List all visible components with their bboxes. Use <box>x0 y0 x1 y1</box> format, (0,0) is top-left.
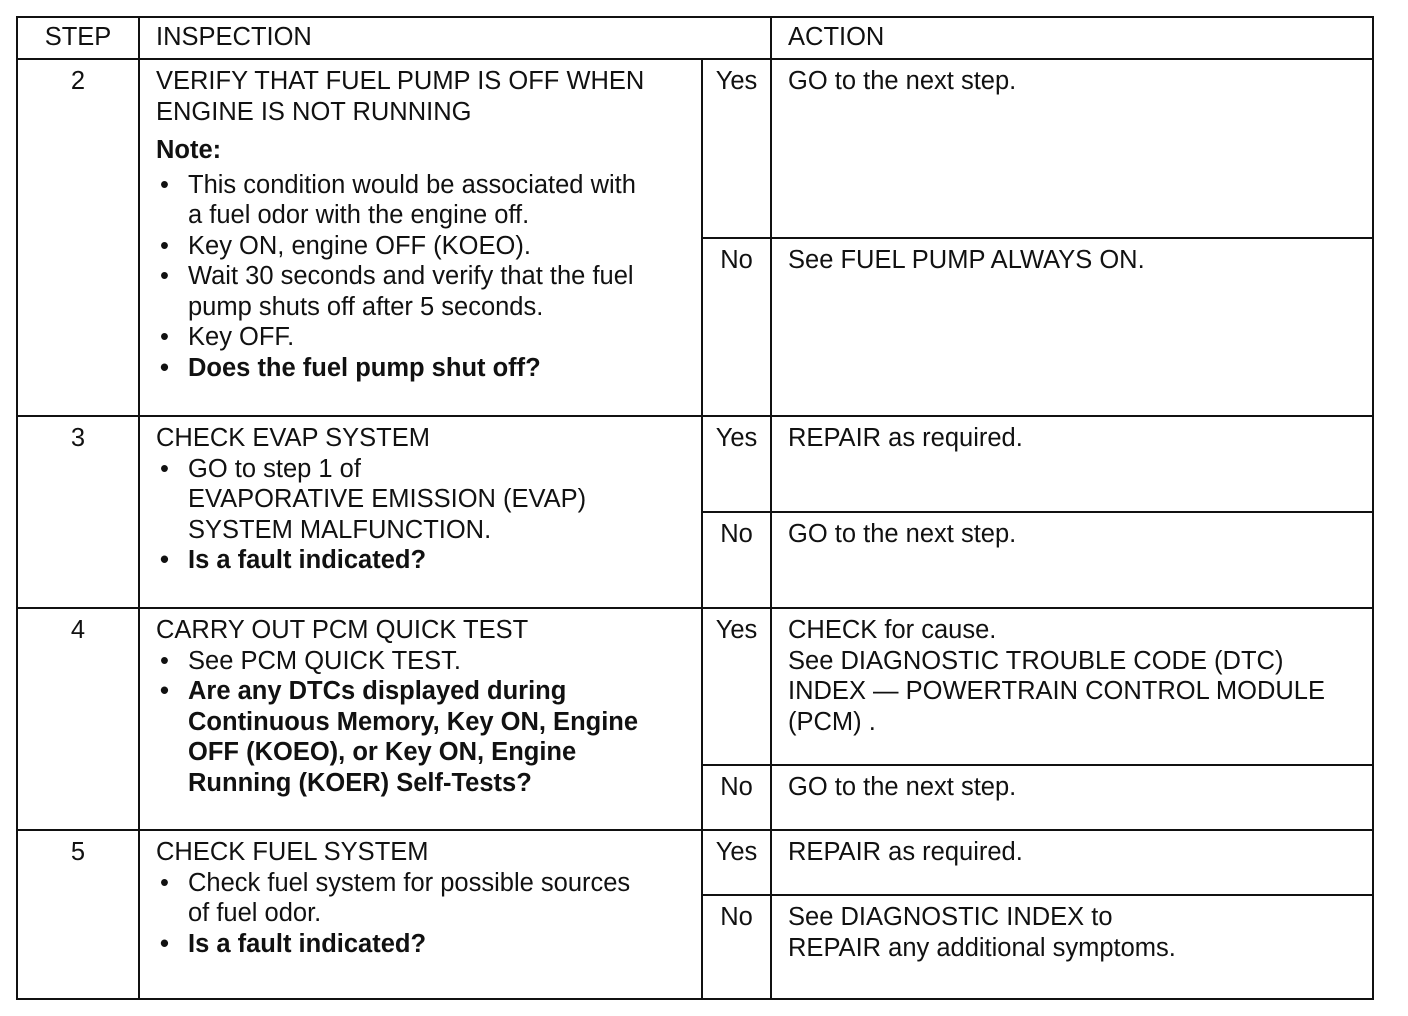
question-item <box>156 929 687 960</box>
list-item <box>156 322 687 353</box>
action-line: See FUEL PUMP ALWAYS ON. <box>788 246 1145 274</box>
list-item-line: • Key OFF. <box>188 323 295 351</box>
no-label: No <box>702 765 771 830</box>
list-item-line: • See PCM QUICK TEST. <box>188 646 462 675</box>
inspection-title-line: CHECK EVAP SYSTEM <box>156 424 430 452</box>
inspection-title-line: CARRY OUT PCM QUICK TEST <box>156 616 529 644</box>
list-item-line: pump shuts off after 5 seconds. <box>188 292 544 321</box>
list-item-line: • This condition would be associated with <box>188 170 636 199</box>
question-item <box>156 353 687 384</box>
action-line: CHECK for cause. <box>788 616 997 644</box>
inspection-list <box>156 170 687 384</box>
question-item <box>156 676 687 798</box>
header-inspection: INSPECTION <box>139 17 771 59</box>
list-item-line: a fuel odor with the engine off. <box>188 201 530 229</box>
inspection-title-line: VERIFY THAT FUEL PUMP IS OFF WHEN <box>156 67 645 95</box>
header-action: ACTION <box>771 17 1373 59</box>
yes-label: Yes <box>702 416 771 512</box>
action-line: INDEX — POWERTRAIN CONTROL MODULE <box>788 677 1325 705</box>
question-line: OFF (KOEO), or Key ON, Engine <box>188 738 577 766</box>
list-item <box>156 170 687 231</box>
list-item-line: • Wait 30 seconds and verify that the fuel <box>188 262 634 290</box>
yes-label: Yes <box>702 59 771 238</box>
list-item-line: • Key ON, engine OFF (KOEO). <box>188 231 531 260</box>
yes-label: Yes <box>702 830 771 895</box>
action-line: GO to the next step. <box>788 773 1017 801</box>
note-label: Note: <box>156 136 222 164</box>
action-line: See DIAGNOSTIC TROUBLE CODE (DTC) <box>788 646 1284 675</box>
no-action <box>771 765 1373 830</box>
inspection-cell <box>139 59 702 416</box>
yes-label: Yes <box>702 608 771 765</box>
question-line: Continuous Memory, Key ON, Engine <box>188 707 639 736</box>
question-line: • Does the fuel pump shut off? <box>188 353 541 382</box>
no-label: No <box>702 238 771 416</box>
action-line: REPAIR any additional symptoms. <box>788 933 1176 962</box>
list-item-line: • GO to step 1 of <box>188 454 361 483</box>
step-number: 3 <box>17 416 139 608</box>
step-number: 4 <box>17 608 139 830</box>
action-line: REPAIR as required. <box>788 838 1023 866</box>
diagnostic-table <box>16 16 1374 1000</box>
no-label: No <box>702 895 771 999</box>
question-item <box>156 545 687 576</box>
action-line: See DIAGNOSTIC INDEX to <box>788 903 1113 931</box>
question-line: • Are any DTCs displayed during <box>188 677 567 705</box>
question-line: • Is a fault indicated? <box>188 929 427 958</box>
inspection-cell <box>139 608 702 830</box>
step-row-2-yes <box>17 59 1373 238</box>
no-action <box>771 238 1373 416</box>
inspection-cell <box>139 416 702 608</box>
action-line: GO to the next step. <box>788 67 1017 95</box>
yes-action <box>771 830 1373 895</box>
action-line: (PCM) . <box>788 707 876 736</box>
list-item-line: EVAPORATIVE EMISSION (EVAP) <box>188 485 587 513</box>
yes-action <box>771 608 1373 765</box>
list-item <box>156 454 687 546</box>
list-item-line: • Check fuel system for possible sources <box>188 868 631 897</box>
inspection-list <box>156 454 687 576</box>
list-item-line: of fuel odor. <box>188 899 322 927</box>
inspection-list <box>156 646 687 799</box>
no-label: No <box>702 512 771 608</box>
header-step: STEP <box>17 17 139 59</box>
list-item <box>156 646 687 677</box>
action-line: REPAIR as required. <box>788 424 1023 452</box>
step-number: 5 <box>17 830 139 999</box>
question-line: • Is a fault indicated? <box>188 546 427 574</box>
step-row-4-yes <box>17 608 1373 765</box>
action-line: GO to the next step. <box>788 520 1017 548</box>
question-line: Running (KOER) Self-Tests? <box>188 768 532 797</box>
no-action <box>771 512 1373 608</box>
inspection-title-line: CHECK FUEL SYSTEM <box>156 838 429 866</box>
header-row <box>17 17 1373 59</box>
list-item <box>156 261 687 322</box>
inspection-cell <box>139 830 702 999</box>
step-row-3-yes <box>17 416 1373 512</box>
step-row-5-yes <box>17 830 1373 895</box>
list-item <box>156 231 687 262</box>
inspection-title-line: ENGINE IS NOT RUNNING <box>156 97 472 126</box>
yes-action <box>771 416 1373 512</box>
no-action <box>771 895 1373 999</box>
inspection-list <box>156 868 687 960</box>
yes-action <box>771 59 1373 238</box>
list-item <box>156 868 687 929</box>
list-item-line: SYSTEM MALFUNCTION. <box>188 515 492 544</box>
step-number: 2 <box>17 59 139 416</box>
